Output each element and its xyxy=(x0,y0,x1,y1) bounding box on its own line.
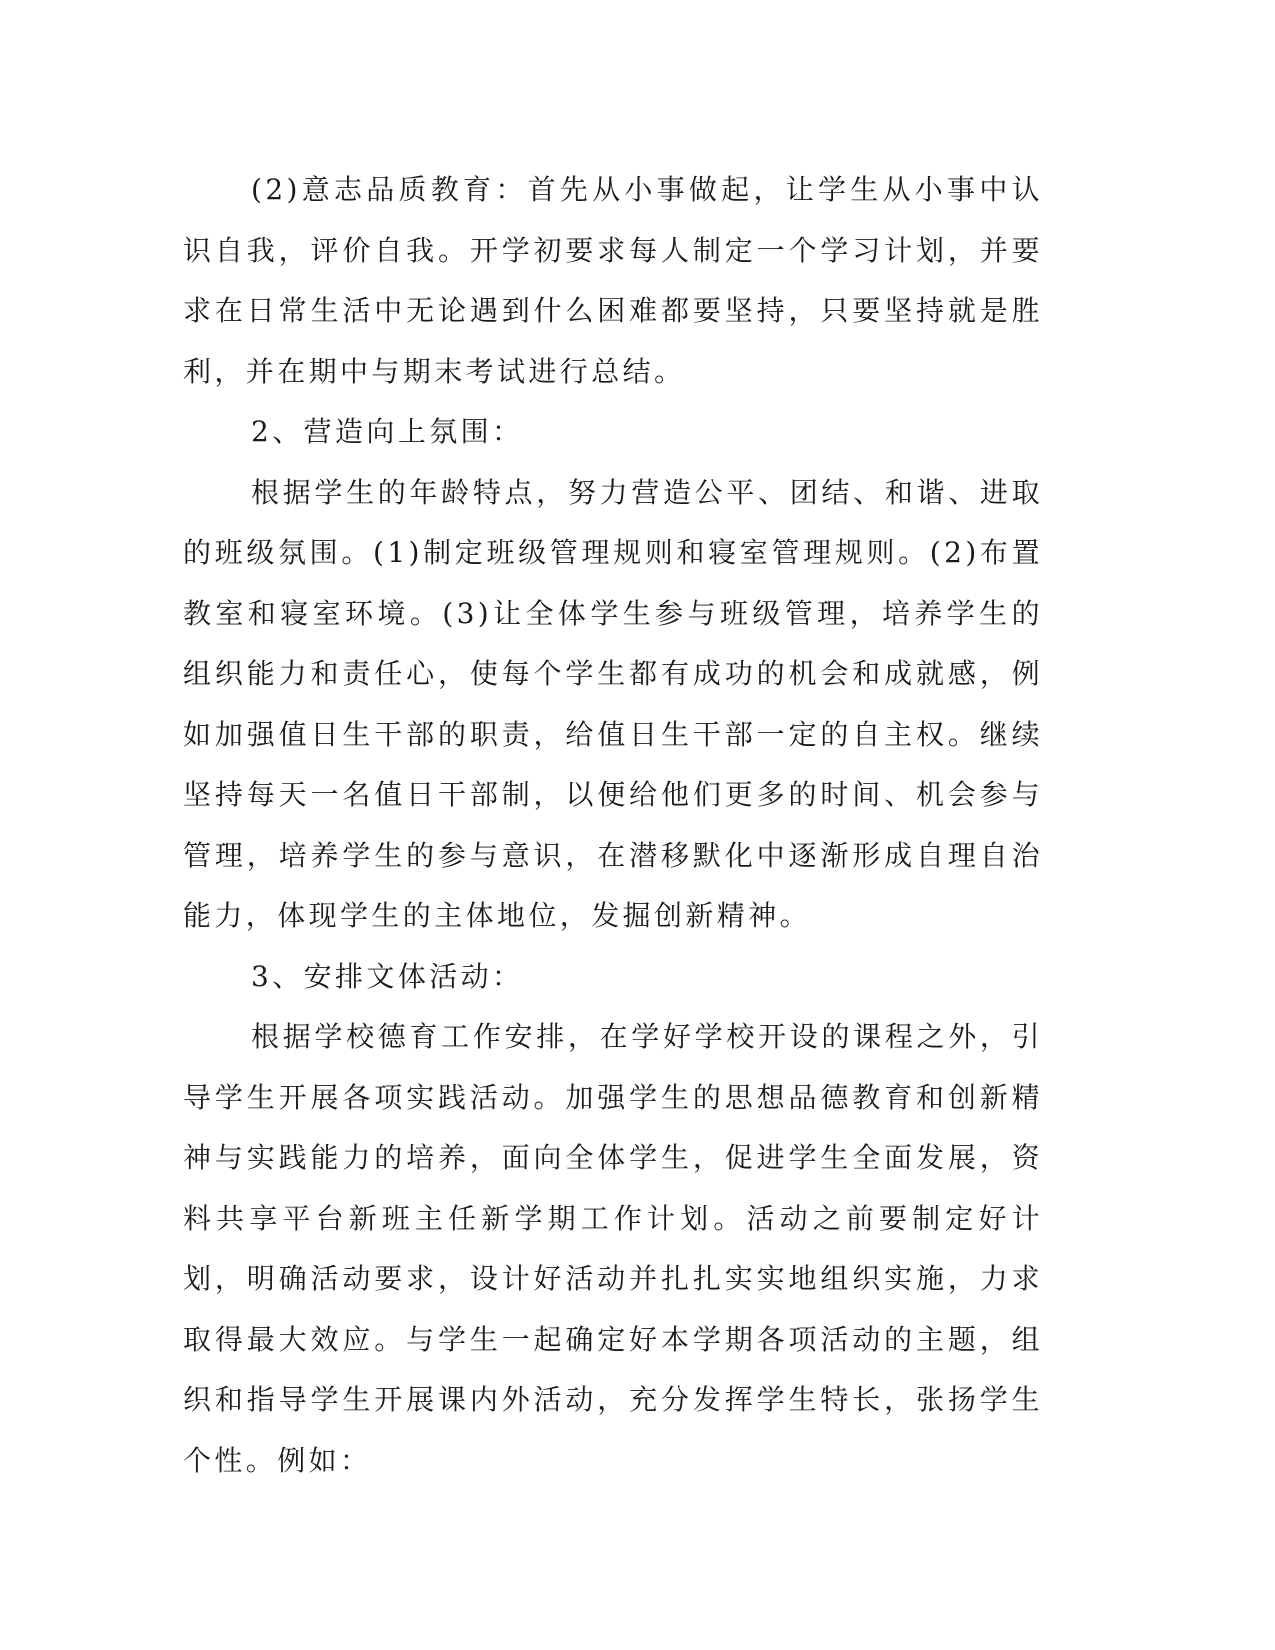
section-heading-atmosphere: 2、营造向上氛围： xyxy=(251,415,524,448)
paragraph-class-atmosphere: 根据学生的年龄特点，努力营造公平、团结、和谐、进取的班级氛围。(1)制定班级管理规则和寝室管理规则。(2)布置教室和寝室环境。(3)让全体学生参与班级管理，培养学生的组织能力和责任心，使每个学生都有成功的机会和成就感，例如加强值日生干部的职责，给值日生干部一定的自主权。继续坚持每天一名值日干部制，以便给他们更多的时间、机会参与管理，培养学生的参与意识，在潜移默化中逐渐形成自理自治能力，体现学生的主体地位，发掘创新精神。 xyxy=(183,475,1043,932)
document-body xyxy=(183,160,1043,1491)
paragraph-willpower-education: (2)意志品质教育：首先从小事做起，让学生从小事中认识自我，评价自我。开学初要求每人制定一个学习计划，并要求在日常生活中无论遇到什么困难都要坚持，只要坚持就是胜利，并在期中与期末考试进行总结。 xyxy=(183,173,1043,388)
section-heading-activities: 3、安排文体活动： xyxy=(251,959,524,993)
paragraph-activities: 根据学校德育工作安排，在学好学校开设的课程之外，引导学生开展各项实践活动。加强学生的思想品德教育和创新精神与实践能力的培养，面向全体学生，促进学生全面发展，资料共享平台新班主任新学期工作计划。活动之前要制定好计划，明确活动要求，设计好活动并扎扎实实地组织实施，力求取得最大效应。与学生一起确定好本学期各项活动的主题，组织和指导学生开展课内外活动，充分发挥学生特长，张扬学生个性。例如： xyxy=(183,1020,1043,1477)
